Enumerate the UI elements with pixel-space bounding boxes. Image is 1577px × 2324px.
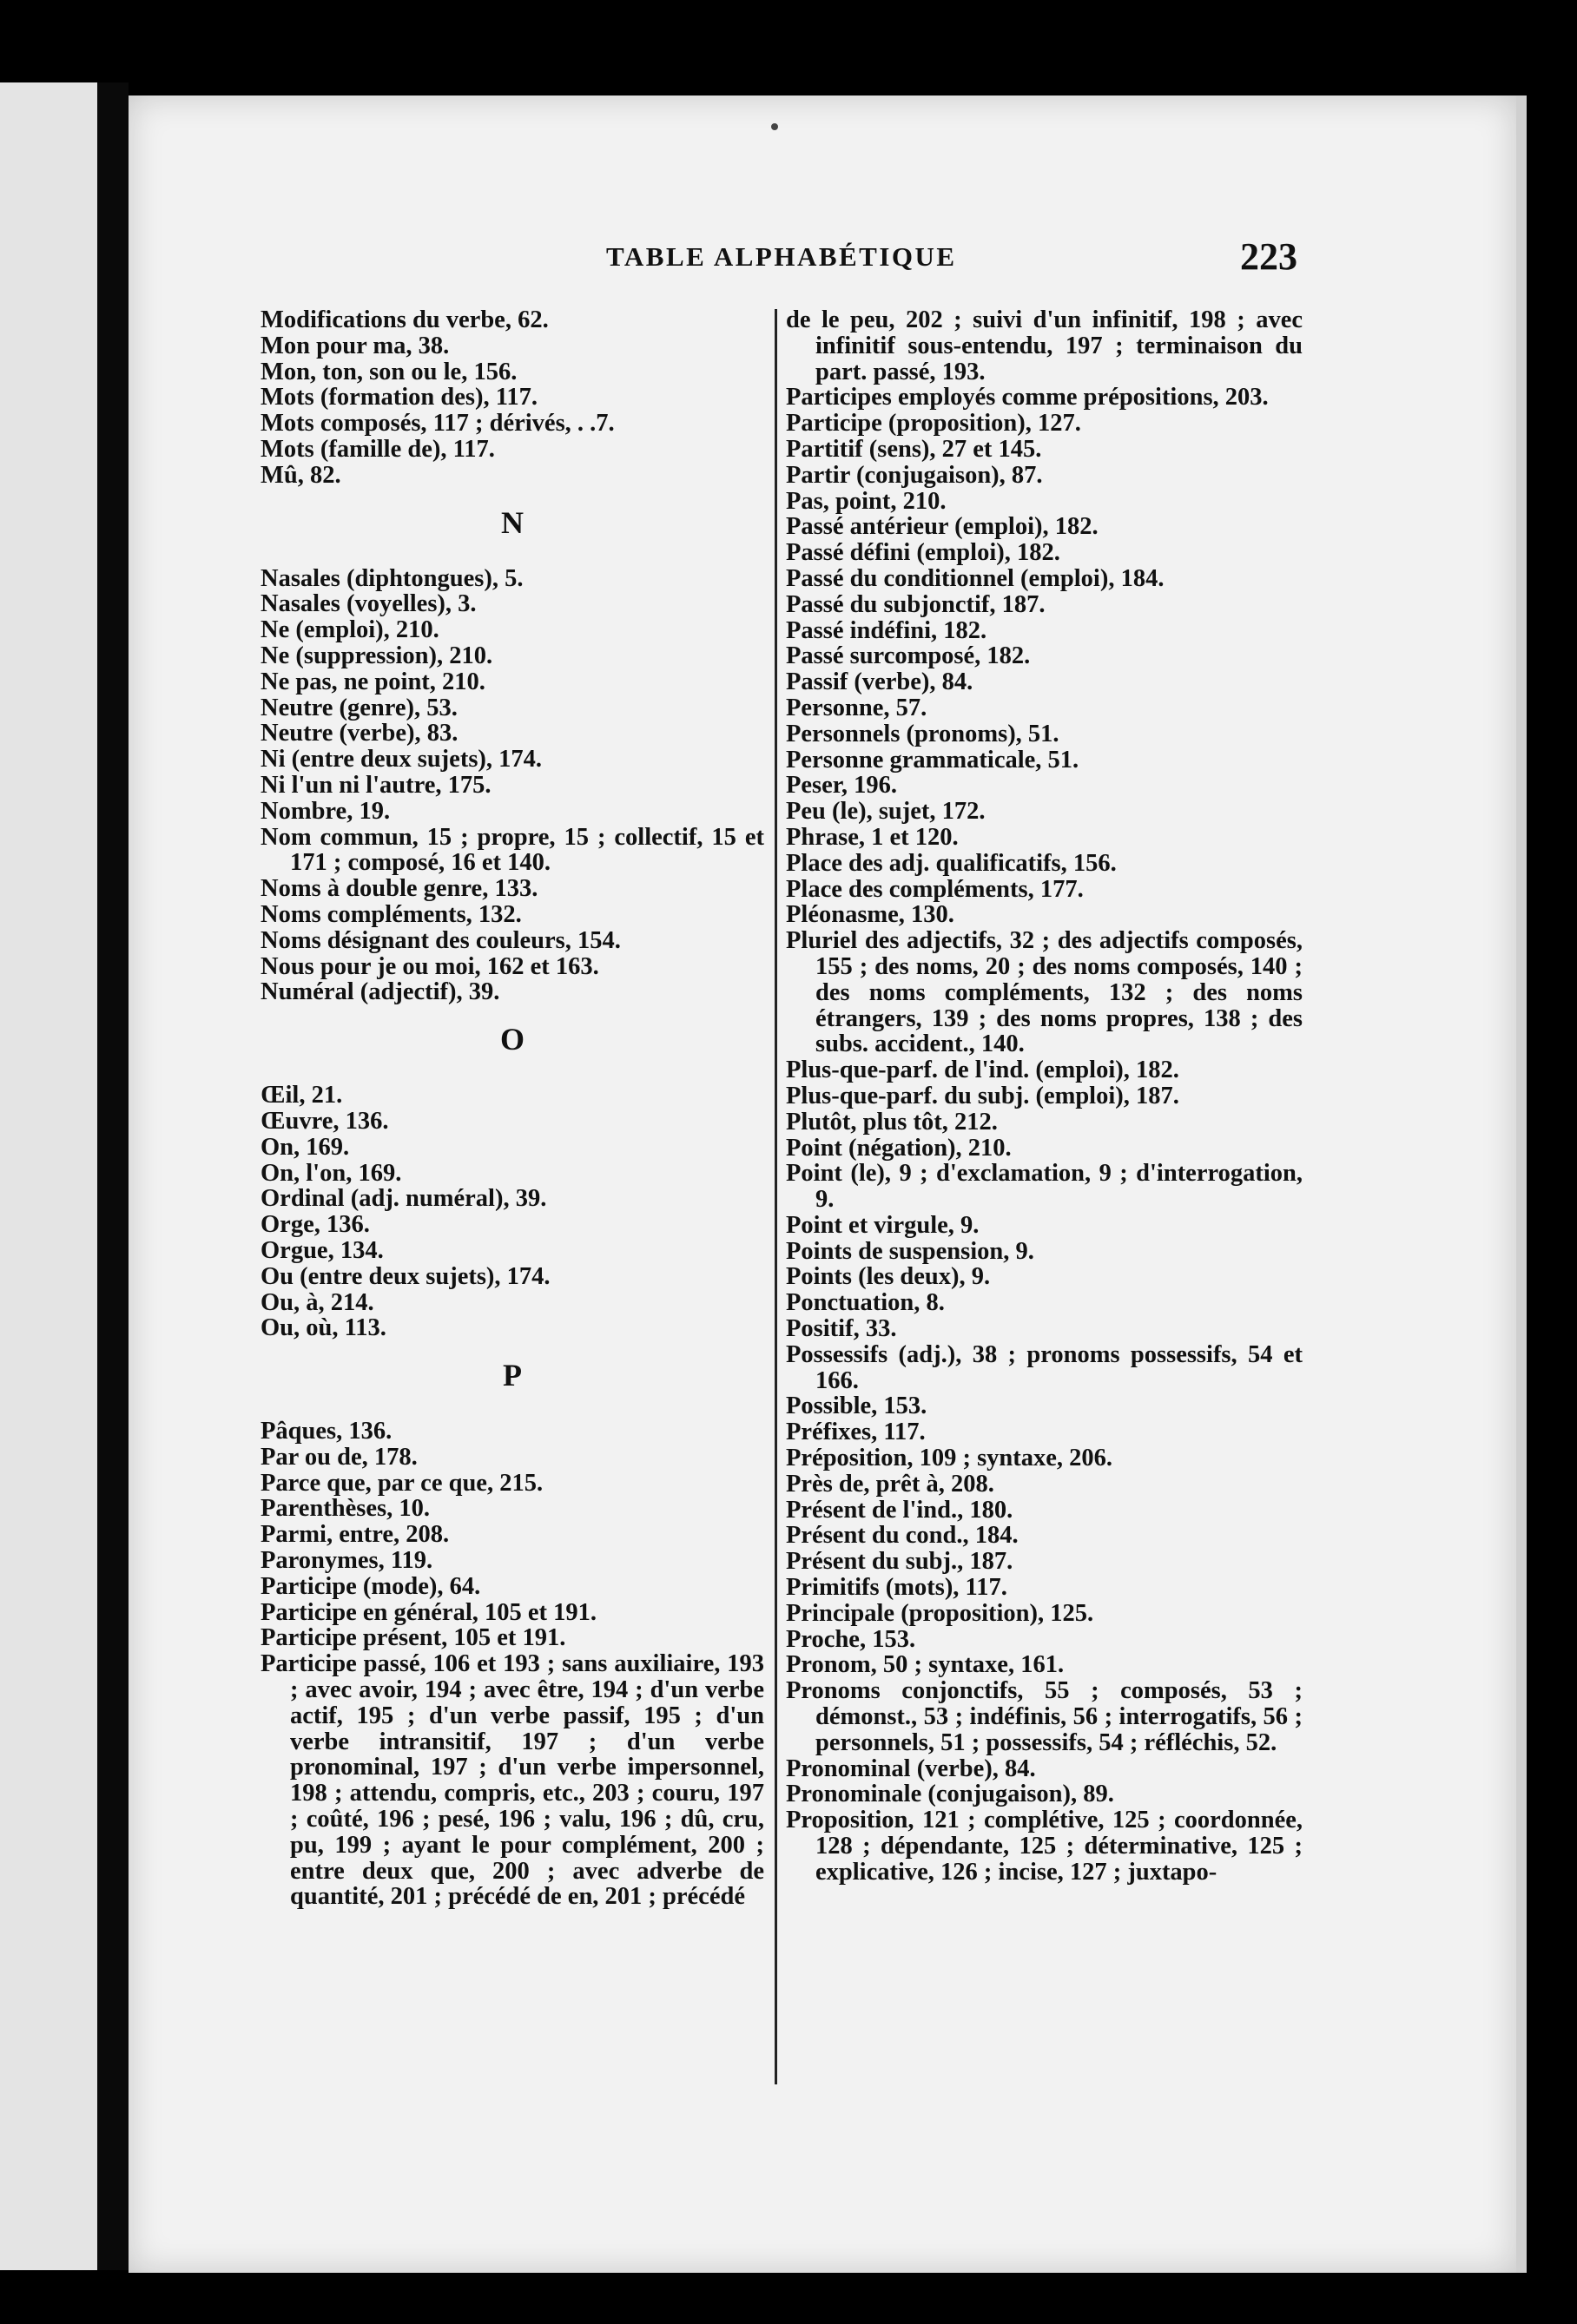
index-entry: Participe présent, 105 et 191. — [261, 1624, 566, 1652]
index-entry: Participe (mode), 64. — [261, 1572, 481, 1600]
index-entry: Participe passé, 106 et 193 ; sans auxiliaire, 193 ; avec avoir, 194 ; avec être, 194 ; d'un verbe actif, 195 ; d'un verbe passif, 195 ; d'un verbe intransitif, 197 ; d'un verbe pronominal, 197 ; d'un verbe impersonnel, 198 ; attendu, compris, etc., 203 ; couru, 197 ; coûté, 196 ; pesé, 196 ; valu, 196 ; dû, cru, pu, 199 ; ayant le pour complément, 200 ; entre deux que, 200 ; avec adverbe de quantité, 201 ; précédé de en, 201 ; précédé — [261, 1650, 764, 1911]
index-entry: Positif, 33. — [786, 1315, 897, 1343]
section-letter-n: N — [501, 504, 524, 540]
index-entry: Passé défini (emploi), 182. — [786, 539, 1060, 567]
index-entry: Mots (formation des), 117. — [261, 384, 538, 411]
index-entry: Ordinal (adj. numéral), 39. — [261, 1185, 547, 1213]
column-divider — [775, 309, 777, 2084]
index-entry: Mots (famille de), 117. — [261, 435, 495, 463]
index-entry: Point (négation), 210. — [786, 1134, 1012, 1162]
index-entry: Proposition, 121 ; complétive, 125 ; coordonnée, 128 ; dépendante, 125 ; déterminative, 125 ; explicative, 126 ; incise, 127 ; juxtapo- — [786, 1807, 1303, 1886]
index-entry: Pronominale (conjugaison), 89. — [786, 1781, 1114, 1808]
index-entry: Mots composés, 117 ; dérivés, . .7. — [261, 410, 615, 438]
index-entry: Personne, 57. — [786, 694, 927, 721]
index-entry: Paronymes, 119. — [261, 1547, 433, 1575]
index-entry: Plutôt, plus tôt, 212. — [786, 1108, 998, 1136]
index-entry: Ponctuation, 8. — [786, 1289, 945, 1317]
index-entry: Passé indéfini, 182. — [786, 616, 987, 644]
index-entry: Près de, prêt à, 208. — [786, 1470, 994, 1498]
index-entry: Principale (proposition), 125. — [786, 1599, 1094, 1627]
section-letter-p: P — [503, 1358, 522, 1393]
index-entry: Ne (emploi), 210. — [261, 616, 439, 644]
index-entry: Parenthèses, 10. — [261, 1495, 430, 1523]
index-entry: Nasales (diphtongues), 5. — [261, 564, 524, 592]
index-entry: Possible, 153. — [786, 1392, 927, 1420]
index-entry: Neutre (genre), 53. — [261, 694, 458, 721]
index-entry: Pronom, 50 ; syntaxe, 161. — [786, 1651, 1065, 1679]
index-entry: Peu (le), sujet, 172. — [786, 798, 986, 826]
index-entry: Ne pas, ne point, 210. — [261, 668, 485, 695]
index-entry: Préfixes, 117. — [786, 1419, 926, 1446]
index-entry: Présent du cond., 184. — [786, 1522, 1019, 1550]
index-entry: Œil, 21. — [261, 1082, 343, 1109]
previous-page-edge — [0, 82, 97, 2270]
index-entry: Point (le), 9 ; d'exclamation, 9 ; d'interrogation, 9. — [786, 1160, 1303, 1214]
index-entry: Passif (verbe), 84. — [786, 668, 973, 696]
index-entry: de le peu, 202 ; suivi d'un infinitif, 198 ; avec infinitif sous-entendu, 197 ; terminaison du part. passé, 193. — [786, 306, 1303, 385]
index-entry: Peser, 196. — [786, 772, 897, 800]
index-entry: Place des adj. qualificatifs, 156. — [786, 849, 1117, 877]
index-entry: Place des compléments, 177. — [786, 875, 1084, 903]
index-group-n — [261, 566, 764, 1006]
index-entry: Neutre (verbe), 83. — [261, 720, 459, 747]
index-entry: Numéral (adjectif), 39. — [261, 978, 500, 1006]
index-entry: Phrase, 1 et 120. — [786, 823, 959, 851]
index-entry: Passé du conditionnel (emploi), 184. — [786, 564, 1165, 592]
index-entry: Mon, ton, son ou le, 156. — [261, 358, 518, 385]
index-entry: Nombre, 19. — [261, 797, 391, 825]
index-entry: Partitif (sens), 27 et 145. — [786, 435, 1042, 463]
page-edge — [1516, 95, 1527, 2273]
index-entry: Orgue, 134. — [261, 1236, 384, 1264]
index-entry: Plus-que-parf. du subj. (emploi), 187. — [786, 1082, 1179, 1109]
index-entry: Points de suspension, 9. — [786, 1237, 1034, 1265]
index-entry: Ni (entre deux sujets), 174. — [261, 746, 543, 774]
index-column-left — [261, 307, 764, 1910]
index-entry: Participe (proposition), 127. — [786, 410, 1081, 438]
index-entry: Par ou de, 178. — [261, 1443, 418, 1471]
index-entry: Passé surcomposé, 182. — [786, 642, 1031, 670]
index-entry: Noms désignant des couleurs, 154. — [261, 926, 621, 954]
index-entry: Passé du subjonctif, 187. — [786, 590, 1046, 618]
index-entry: Participe en général, 105 et 191. — [261, 1598, 597, 1626]
binding-gutter — [97, 82, 129, 2270]
index-entry: Point et virgule, 9. — [786, 1211, 980, 1239]
index-group-p — [261, 1419, 764, 1910]
index-entry: Œuvre, 136. — [261, 1107, 389, 1135]
index-entry: Pâques, 136. — [261, 1418, 393, 1445]
index-entry: Parce que, par ce que, 215. — [261, 1469, 544, 1497]
ink-speck — [771, 123, 778, 130]
index-entry: On, 169. — [261, 1133, 350, 1161]
index-entry: Ou, à, 214. — [261, 1288, 374, 1316]
index-entry: Ou (entre deux sujets), 174. — [261, 1262, 551, 1290]
index-entry: Pas, point, 210. — [786, 487, 947, 515]
index-entry: Proche, 153. — [786, 1625, 916, 1653]
index-entry: Personne grammaticale, 51. — [786, 746, 1079, 774]
index-entry: Personnels (pronoms), 51. — [786, 720, 1059, 747]
index-entry: Ne (suppression), 210. — [261, 642, 493, 669]
index-entry: Noms à double genre, 133. — [261, 875, 538, 903]
index-entry: Pluriel des adjectifs, 32 ; des adjectifs composés, 155 ; des noms, 20 ; des noms composés, 140 ; des noms compléments, 132 ; des noms étrangers, 139 ; des noms propres, 138 ; des subs. accident., 140. — [786, 927, 1303, 1058]
index-entry: Mon pour ma, 38. — [261, 332, 450, 359]
index-entry: Nom commun, 15 ; propre, 15 ; collectif, 15 et 171 ; composé, 16 et 140. — [261, 823, 764, 877]
index-entry: Points (les deux), 9. — [786, 1263, 991, 1291]
index-entry: Pléonasme, 130. — [786, 901, 954, 929]
section-letter-o: O — [499, 1022, 525, 1057]
index-entry: Modifications du verbe, 62. — [261, 306, 549, 333]
index-column-right — [786, 307, 1303, 1886]
index-entry: Mû, 82. — [261, 461, 341, 489]
index-entry: Présent de l'ind., 180. — [786, 1496, 1013, 1524]
index-entry: Présent du subj., 187. — [786, 1548, 1013, 1576]
index-entry: Plus-que-parf. de l'ind. (emploi), 182. — [786, 1057, 1179, 1084]
page-number: 223 — [1240, 235, 1297, 278]
index-entry: Noms compléments, 132. — [261, 900, 522, 928]
index-entry: Ni l'un ni l'autre, 175. — [261, 771, 492, 799]
index-entry: Possessifs (adj.), 38 ; pronoms possessifs, 54 et 166. — [786, 1340, 1303, 1394]
index-entry: Parmi, entre, 208. — [261, 1521, 450, 1549]
index-entry: On, l'on, 169. — [261, 1159, 402, 1187]
index-entry: Pronoms conjonctifs, 55 ; composés, 53 ; démonst., 53 ; indéfinis, 56 ; interrogatifs, 56 ; personnels, 51 ; possessifs, 54 ; réfléchis, 52. — [786, 1677, 1303, 1756]
index-group-o — [261, 1083, 764, 1341]
index-entry: Ou, où, 113. — [261, 1314, 386, 1342]
index-entry: Orge, 136. — [261, 1211, 370, 1239]
index-entry: Participes employés comme prépositions, 203. — [786, 384, 1269, 411]
running-head: TABLE ALPHABÉTIQUE — [606, 241, 957, 272]
index-entry: Nasales (voyelles), 3. — [261, 590, 477, 618]
index-entry: Préposition, 109 ; syntaxe, 206. — [786, 1445, 1113, 1472]
index-entry: Passé antérieur (emploi), 182. — [786, 513, 1099, 541]
index-entry: Nous pour je ou moi, 162 et 163. — [261, 952, 599, 980]
index-entry: Pronominal (verbe), 84. — [786, 1755, 1036, 1782]
index-entry: Partir (conjugaison), 87. — [786, 461, 1043, 489]
index-entry: Primitifs (mots), 117. — [786, 1574, 1007, 1602]
index-group-m — [261, 307, 764, 489]
